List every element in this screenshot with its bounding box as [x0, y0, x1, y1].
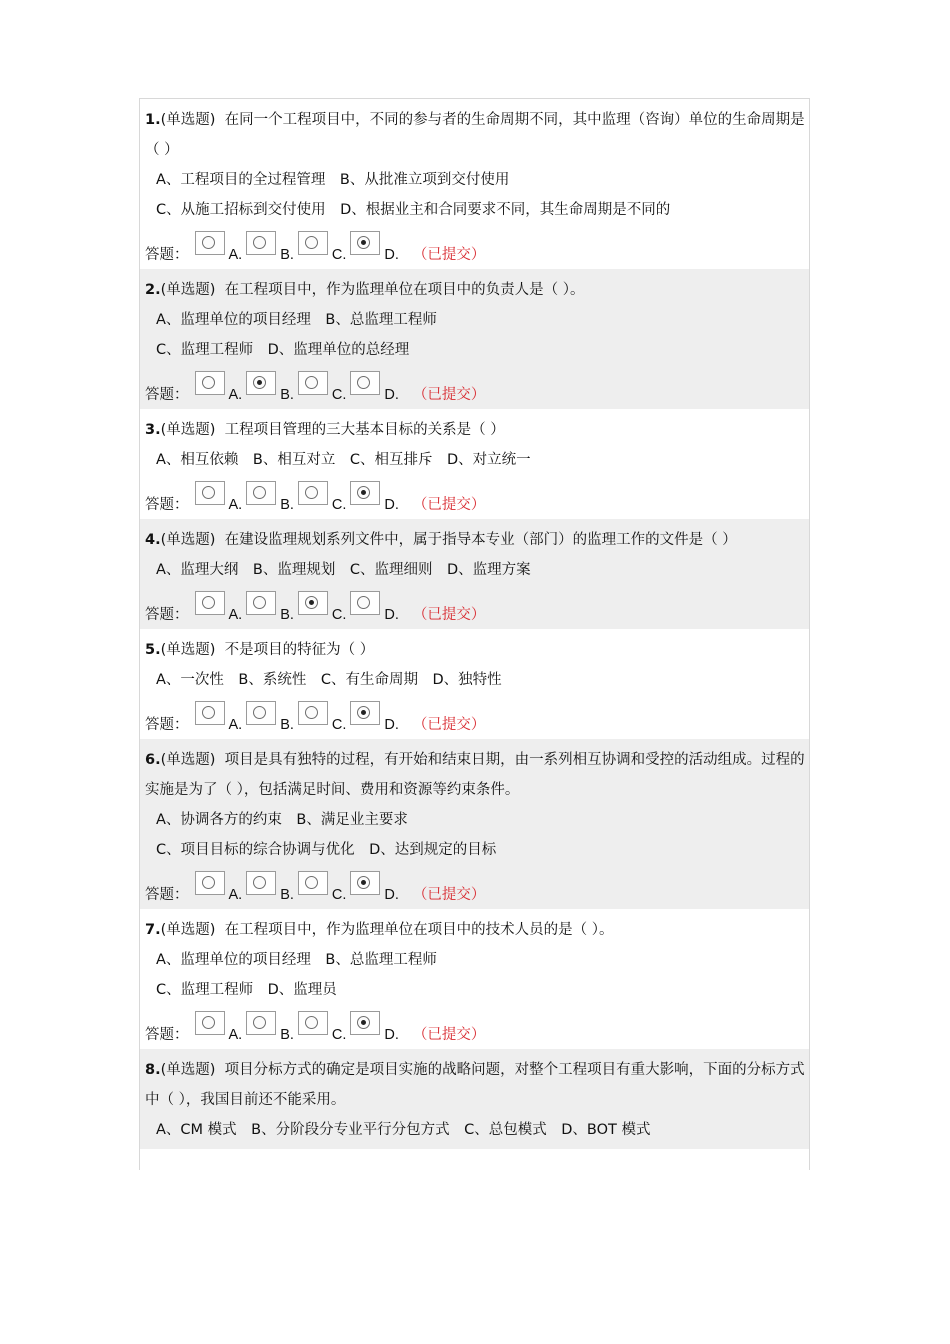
choice-letter: C. — [331, 717, 347, 733]
answer-choice-box[interactable] — [246, 871, 276, 895]
option-line: A、监理大纲 B、监理规划 C、监理细则 D、监理方案 — [156, 562, 531, 578]
answer-choice-box[interactable] — [350, 591, 380, 615]
radio-b[interactable] — [253, 1016, 266, 1029]
submitted-status: （已提交） — [412, 247, 486, 263]
choice-letter: A. — [228, 497, 243, 513]
answer-choice-box[interactable] — [246, 231, 276, 255]
submitted-status: （已提交） — [412, 497, 486, 513]
question-number: 1. — [145, 112, 161, 128]
radio-d[interactable] — [357, 876, 370, 889]
question-block — [140, 519, 809, 629]
answer-choice-box[interactable] — [195, 371, 225, 395]
question-sheet — [139, 98, 810, 1170]
question-number: 6. — [145, 752, 161, 768]
radio-a[interactable] — [202, 486, 215, 499]
radio-c[interactable] — [305, 236, 318, 249]
answer-choice-box[interactable] — [195, 481, 225, 505]
question-block — [140, 99, 809, 269]
choice-letter: B. — [280, 607, 294, 623]
answer-label: 答题： — [145, 717, 189, 733]
submitted-status: （已提交） — [412, 607, 486, 623]
answer-choice-box[interactable] — [195, 871, 225, 895]
question-text: 工程项目管理的三大基本目标的关系是（ ） — [224, 422, 505, 438]
question-text: 项目分标方式的确定是项目实施的战略问题，对整个工程项目有重大影响，下面的分标方式中（ ），我国目前还不能采用。 — [145, 1062, 805, 1108]
option-line: A、CM 模式 B、分阶段分专业平行分包方式 C、总包模式 D、BOT 模式 — [156, 1122, 651, 1138]
radio-a[interactable] — [202, 706, 215, 719]
radio-d[interactable] — [357, 706, 370, 719]
answer-choice-box[interactable] — [195, 231, 225, 255]
radio-b[interactable] — [253, 706, 266, 719]
choice-letter: C. — [331, 497, 347, 513]
radio-c[interactable] — [305, 596, 318, 609]
question-text: 在同一个工程项目中，不同的参与者的生命周期不同，其中监理（咨询）单位的生命周期是（ ） — [145, 112, 805, 158]
question-stem-line — [145, 1055, 809, 1115]
radio-b[interactable] — [253, 486, 266, 499]
radio-a[interactable] — [202, 376, 215, 389]
answer-label: 答题： — [145, 387, 189, 403]
option-line: C、监理工程师 D、监理单位的总经理 — [156, 342, 410, 358]
question-stem-line — [145, 915, 809, 945]
answer-choice-box[interactable] — [350, 871, 380, 895]
choice-letter: A. — [228, 1027, 243, 1043]
answer-choice-box[interactable] — [298, 871, 328, 895]
choice-letter: A. — [228, 887, 243, 903]
option-line: C、监理工程师 D、监理员 — [156, 982, 337, 998]
choice-letter: C. — [331, 387, 347, 403]
radio-b[interactable] — [253, 596, 266, 609]
answer-choice-box[interactable] — [246, 1011, 276, 1035]
question-stem-line — [145, 415, 809, 445]
choice-letter: A. — [228, 717, 243, 733]
question-type: (单选题) — [160, 752, 216, 768]
choice-letter: B. — [280, 497, 294, 513]
radio-d[interactable] — [357, 376, 370, 389]
radio-b[interactable] — [253, 376, 266, 389]
answer-choice-box[interactable] — [350, 231, 380, 255]
answer-choice-box[interactable] — [246, 371, 276, 395]
option-line: A、监理单位的项目经理 B、总监理工程师 — [156, 312, 437, 328]
choice-letter: C. — [331, 247, 347, 263]
radio-c[interactable] — [305, 376, 318, 389]
question-block — [140, 269, 809, 409]
radio-a[interactable] — [202, 876, 215, 889]
answer-choice-box[interactable] — [298, 371, 328, 395]
radio-a[interactable] — [202, 236, 215, 249]
submitted-status: （已提交） — [412, 1027, 486, 1043]
radio-a[interactable] — [202, 596, 215, 609]
choice-letter: D. — [384, 887, 399, 903]
choice-letter: C. — [331, 1027, 347, 1043]
answer-choice-box[interactable] — [298, 231, 328, 255]
submitted-status: （已提交） — [412, 387, 486, 403]
answer-choice-box[interactable] — [246, 591, 276, 615]
question-type: (单选题) — [160, 642, 216, 658]
answer-row — [145, 695, 809, 735]
choice-letter: C. — [331, 887, 347, 903]
answer-choice-box[interactable] — [298, 591, 328, 615]
radio-d[interactable] — [357, 596, 370, 609]
radio-b[interactable] — [253, 876, 266, 889]
option-line: C、项目目标的综合协调与优化 D、达到规定的目标 — [156, 842, 497, 858]
option-line: A、监理单位的项目经理 B、总监理工程师 — [156, 952, 437, 968]
radio-c[interactable] — [305, 486, 318, 499]
option-line: A、工程项目的全过程管理 B、从批准立项到交付使用 — [156, 172, 510, 188]
answer-choice-box[interactable] — [350, 701, 380, 725]
question-text: 在工程项目中，作为监理单位在项目中的负责人是（ ）。 — [224, 282, 585, 298]
answer-choice-box[interactable] — [350, 1011, 380, 1035]
answer-choice-box[interactable] — [246, 701, 276, 725]
choice-letter: D. — [384, 497, 399, 513]
question-stem-line — [145, 525, 809, 555]
answer-choice-box[interactable] — [298, 481, 328, 505]
answer-row — [145, 865, 809, 905]
radio-c[interactable] — [305, 706, 318, 719]
answer-label: 答题： — [145, 1027, 189, 1043]
option-line: C、从施工招标到交付使用 D、根据业主和合同要求不同，其生命周期是不同的 — [156, 202, 671, 218]
choice-letter: A. — [228, 607, 243, 623]
question-number: 3. — [145, 422, 161, 438]
question-block — [140, 739, 809, 909]
answer-choice-box[interactable] — [195, 1011, 225, 1035]
question-type: (单选题) — [160, 922, 216, 938]
answer-choice-box[interactable] — [350, 371, 380, 395]
answer-row — [145, 365, 809, 405]
radio-c[interactable] — [305, 1016, 318, 1029]
choice-letter: B. — [280, 1027, 294, 1043]
submitted-status: （已提交） — [412, 717, 486, 733]
answer-label: 答题： — [145, 887, 189, 903]
option-line: A、协调各方的约束 B、满足业主要求 — [156, 812, 408, 828]
radio-d[interactable] — [357, 486, 370, 499]
answer-label: 答题： — [145, 497, 189, 513]
radio-b[interactable] — [253, 236, 266, 249]
answer-row — [145, 585, 809, 625]
question-type: (单选题) — [160, 532, 216, 548]
choice-letter: D. — [384, 607, 399, 623]
radio-d[interactable] — [357, 1016, 370, 1029]
radio-a[interactable] — [202, 1016, 215, 1029]
answer-row — [145, 225, 809, 265]
choice-letter: C. — [331, 607, 347, 623]
question-text: 在工程项目中，作为监理单位在项目中的技术人员的是（ ）。 — [224, 922, 614, 938]
question-stem-line — [145, 105, 809, 165]
question-number: 4. — [145, 532, 161, 548]
radio-d[interactable] — [357, 236, 370, 249]
answer-label: 答题： — [145, 607, 189, 623]
option-line: A、相互依赖 B、相互对立 C、相互排斥 D、对立统一 — [156, 452, 531, 468]
answer-choice-box[interactable] — [298, 701, 328, 725]
submitted-status: （已提交） — [412, 887, 486, 903]
radio-c[interactable] — [305, 876, 318, 889]
choice-letter: D. — [384, 717, 399, 733]
question-text: 不是项目的特征为（ ） — [224, 642, 375, 658]
choice-letter: B. — [280, 717, 294, 733]
answer-choice-box[interactable] — [195, 591, 225, 615]
choice-letter: D. — [384, 387, 399, 403]
question-stem-line — [145, 635, 809, 665]
choice-letter: D. — [384, 1027, 399, 1043]
choice-letter: D. — [384, 247, 399, 263]
question-block — [140, 629, 809, 739]
question-type: (单选题) — [160, 112, 216, 128]
question-text: 项目是具有独特的过程，有开始和结束日期，由一系列相互协调和受控的活动组成。过程的实施是为了（ ），包括满足时间、费用和资源等约束条件。 — [145, 752, 805, 798]
question-number: 2. — [145, 282, 161, 298]
question-number: 5. — [145, 642, 161, 658]
option-line: A、一次性 B、系统性 C、有生命周期 D、独特性 — [156, 672, 502, 688]
question-stem-line — [145, 275, 809, 305]
answer-choice-box[interactable] — [195, 701, 225, 725]
choice-letter: A. — [228, 387, 243, 403]
question-type: (单选题) — [160, 422, 216, 438]
answer-choice-box[interactable] — [246, 481, 276, 505]
question-block — [140, 409, 809, 519]
choice-letter: B. — [280, 247, 294, 263]
question-block — [140, 1049, 809, 1149]
answer-row — [145, 475, 809, 515]
choice-letter: B. — [280, 387, 294, 403]
question-text: 在建设监理规划系列文件中，属于指导本专业（部门）的监理工作的文件是（ ） — [224, 532, 737, 548]
answer-row — [145, 1005, 809, 1045]
question-block — [140, 909, 809, 1049]
question-type: (单选题) — [160, 1062, 216, 1078]
choice-letter: B. — [280, 887, 294, 903]
question-type: (单选题) — [160, 282, 216, 298]
answer-choice-box[interactable] — [350, 481, 380, 505]
choice-letter: A. — [228, 247, 243, 263]
question-stem-line — [145, 745, 809, 805]
answer-label: 答题： — [145, 247, 189, 263]
question-number: 7. — [145, 922, 161, 938]
answer-choice-box[interactable] — [298, 1011, 328, 1035]
question-number: 8. — [145, 1062, 161, 1078]
